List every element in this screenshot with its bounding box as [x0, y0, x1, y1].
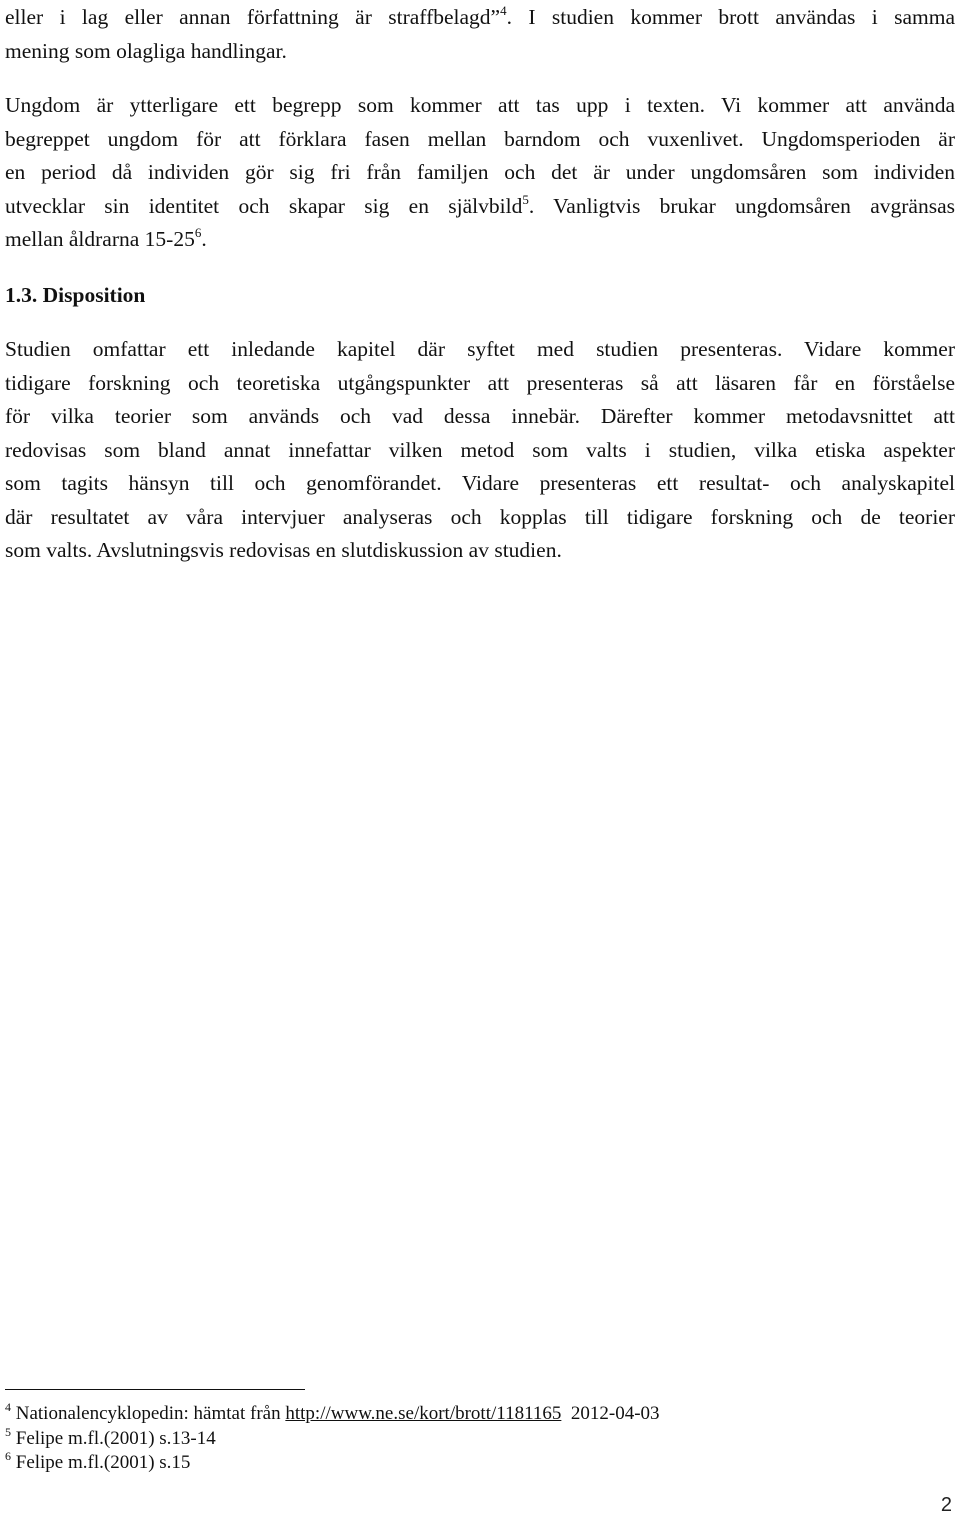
disposition-paragraph [5, 333, 955, 568]
footnote-text: Felipe m.fl.(2001) s.15 [11, 1452, 191, 1473]
disposition-line: som tagits hänsyn till och genomförandet. Vidare presenteras ett resultat- och analyskapitel [5, 471, 955, 495]
footnote-6 [5, 1451, 660, 1476]
youth-line-4-rest: . Vanligtvis brukar ungdomsåren avgränsas [528, 193, 955, 218]
footnote-date: 2012-04-03 [561, 1403, 660, 1424]
disposition-line: redovisas som bland annat innefattar vilken metod som valts i studien, vilka etiska aspekter [5, 437, 955, 462]
youth-line-4-text: utvecklar sin identitet och skapar sig en självbild [5, 193, 523, 218]
footnote-ref-6: 6 [194, 225, 202, 240]
intro-line-2: mening som olagliga handlingar. [5, 38, 287, 63]
intro-paragraph [5, 1, 955, 68]
section-heading: 1.3. Disposition [5, 283, 146, 307]
footnote-text: Felipe m.fl.(2001) s.13-14 [11, 1427, 216, 1449]
youth-line-4 [5, 190, 955, 224]
youth-line-3: en period då individen gör sig fri från familjen och det är under ungdomsåren som individen [5, 160, 955, 184]
footnote-text: Nationalencyklopedin: hämtat från [11, 1403, 286, 1424]
footnote-ref-4: 4 [500, 3, 507, 18]
youth-line-5-rest: . [201, 227, 207, 251]
intro-line-1-text: eller i lag eller annan författning är straffbelagd” [5, 5, 501, 29]
intro-line-1-rest: . I studien kommer brott användas i samma [506, 5, 955, 29]
disposition-line: för vilka teorier som används och vad dessa innebär. Därefter kommer metodavsnittet att [5, 404, 955, 428]
disposition-line: tidigare forskning och teoretiska utgångspunkter att presenteras så att läsaren får en förståelse [5, 370, 955, 395]
disposition-line: där resultatet av våra intervjuer analyseras och kopplas till tidigare forskning och de teorier [5, 504, 955, 529]
footnote-number: 6 [5, 1449, 11, 1463]
intro-line-1 [5, 1, 955, 35]
youth-line-5 [5, 223, 955, 257]
footnote-number: 5 [5, 1424, 11, 1439]
youth-line-1: Ungdom är ytterligare ett begrepp som kommer att tas upp i texten. Vi kommer att använda [5, 93, 955, 117]
page-number: 2 [940, 1494, 952, 1516]
youth-paragraph [5, 89, 955, 257]
disposition-line: som valts. Avslutningsvis redovisas en slutdiskussion av studien. [5, 538, 562, 562]
youth-line-2: begreppet ungdom för att förklara fasen mellan barndom och vuxenlivet. Ungdomsperioden är [5, 126, 955, 151]
youth-line-5-text: mellan åldrarna 15-25 [5, 227, 195, 251]
footnotes [5, 1402, 660, 1476]
footnote-5 [5, 1424, 660, 1452]
footnote-link[interactable]: http://www.ne.se/kort/brott/1181165 [285, 1403, 562, 1424]
footnote-ref-5: 5 [522, 191, 529, 207]
footnote-separator [5, 1389, 305, 1390]
footnote-4 [5, 1402, 660, 1427]
disposition-line: Studien omfattar ett inledande kapitel där syftet med studien presenteras. Vidare kommer [5, 337, 955, 361]
footnote-number: 4 [5, 1400, 11, 1414]
